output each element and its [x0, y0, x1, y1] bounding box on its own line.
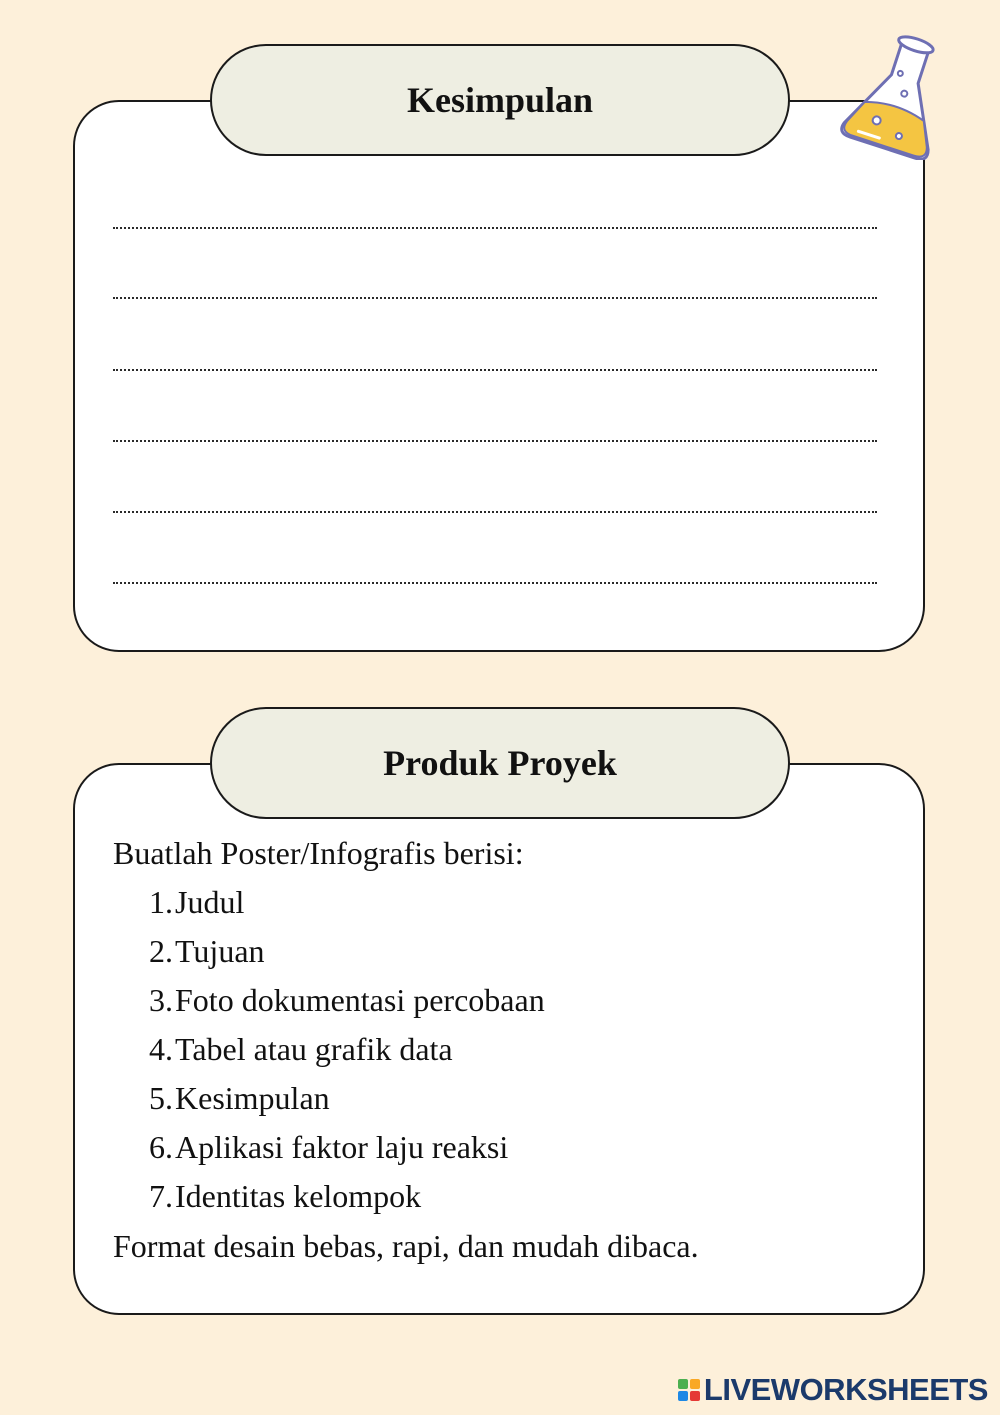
list-item-number: 5. [149, 1080, 173, 1116]
answer-line-5[interactable] [113, 511, 877, 513]
list-item [113, 1123, 545, 1172]
produk-list [113, 878, 545, 1221]
list-item-number: 7. [149, 1178, 173, 1214]
list-item-label: Foto dokumentasi percobaan [175, 982, 545, 1018]
answer-line-1[interactable] [113, 227, 877, 229]
list-item-label: Judul [175, 884, 245, 920]
list-item-number: 4. [149, 1031, 173, 1067]
liveworksheets-brand[interactable] [678, 1372, 988, 1408]
produk-intro: Buatlah Poster/Infografis berisi: [113, 835, 524, 871]
list-item [113, 878, 545, 927]
list-item [113, 1025, 545, 1074]
liveworksheets-logo-icon [678, 1379, 700, 1401]
list-item-number: 1. [149, 884, 173, 920]
answer-line-4[interactable] [113, 440, 877, 442]
answer-line-6[interactable] [113, 582, 877, 584]
list-item [113, 927, 545, 976]
produk-outro: Format desain bebas, rapi, dan mudah dibaca. [113, 1228, 699, 1264]
list-item-number: 6. [149, 1129, 173, 1165]
list-item-label: Tujuan [175, 933, 265, 969]
list-item-label: Kesimpulan [175, 1080, 330, 1116]
flask-icon [840, 30, 956, 160]
kesimpulan-card [73, 100, 925, 652]
list-item-label: Aplikasi faktor laju reaksi [175, 1129, 509, 1165]
list-item [113, 976, 545, 1025]
list-item [113, 1172, 545, 1221]
list-item-label: Tabel atau grafik data [175, 1031, 453, 1067]
answer-line-3[interactable] [113, 369, 877, 371]
brand-name: LIVEWORKSHEETS [703, 1372, 988, 1407]
list-item-number: 2. [149, 933, 173, 969]
produk-proyek-title: Produk Proyek [210, 707, 790, 819]
answer-line-2[interactable] [113, 297, 877, 299]
list-item-number: 3. [149, 982, 173, 1018]
list-item-label: Identitas kelompok [175, 1178, 422, 1214]
kesimpulan-title: Kesimpulan [210, 44, 790, 156]
list-item [113, 1074, 545, 1123]
